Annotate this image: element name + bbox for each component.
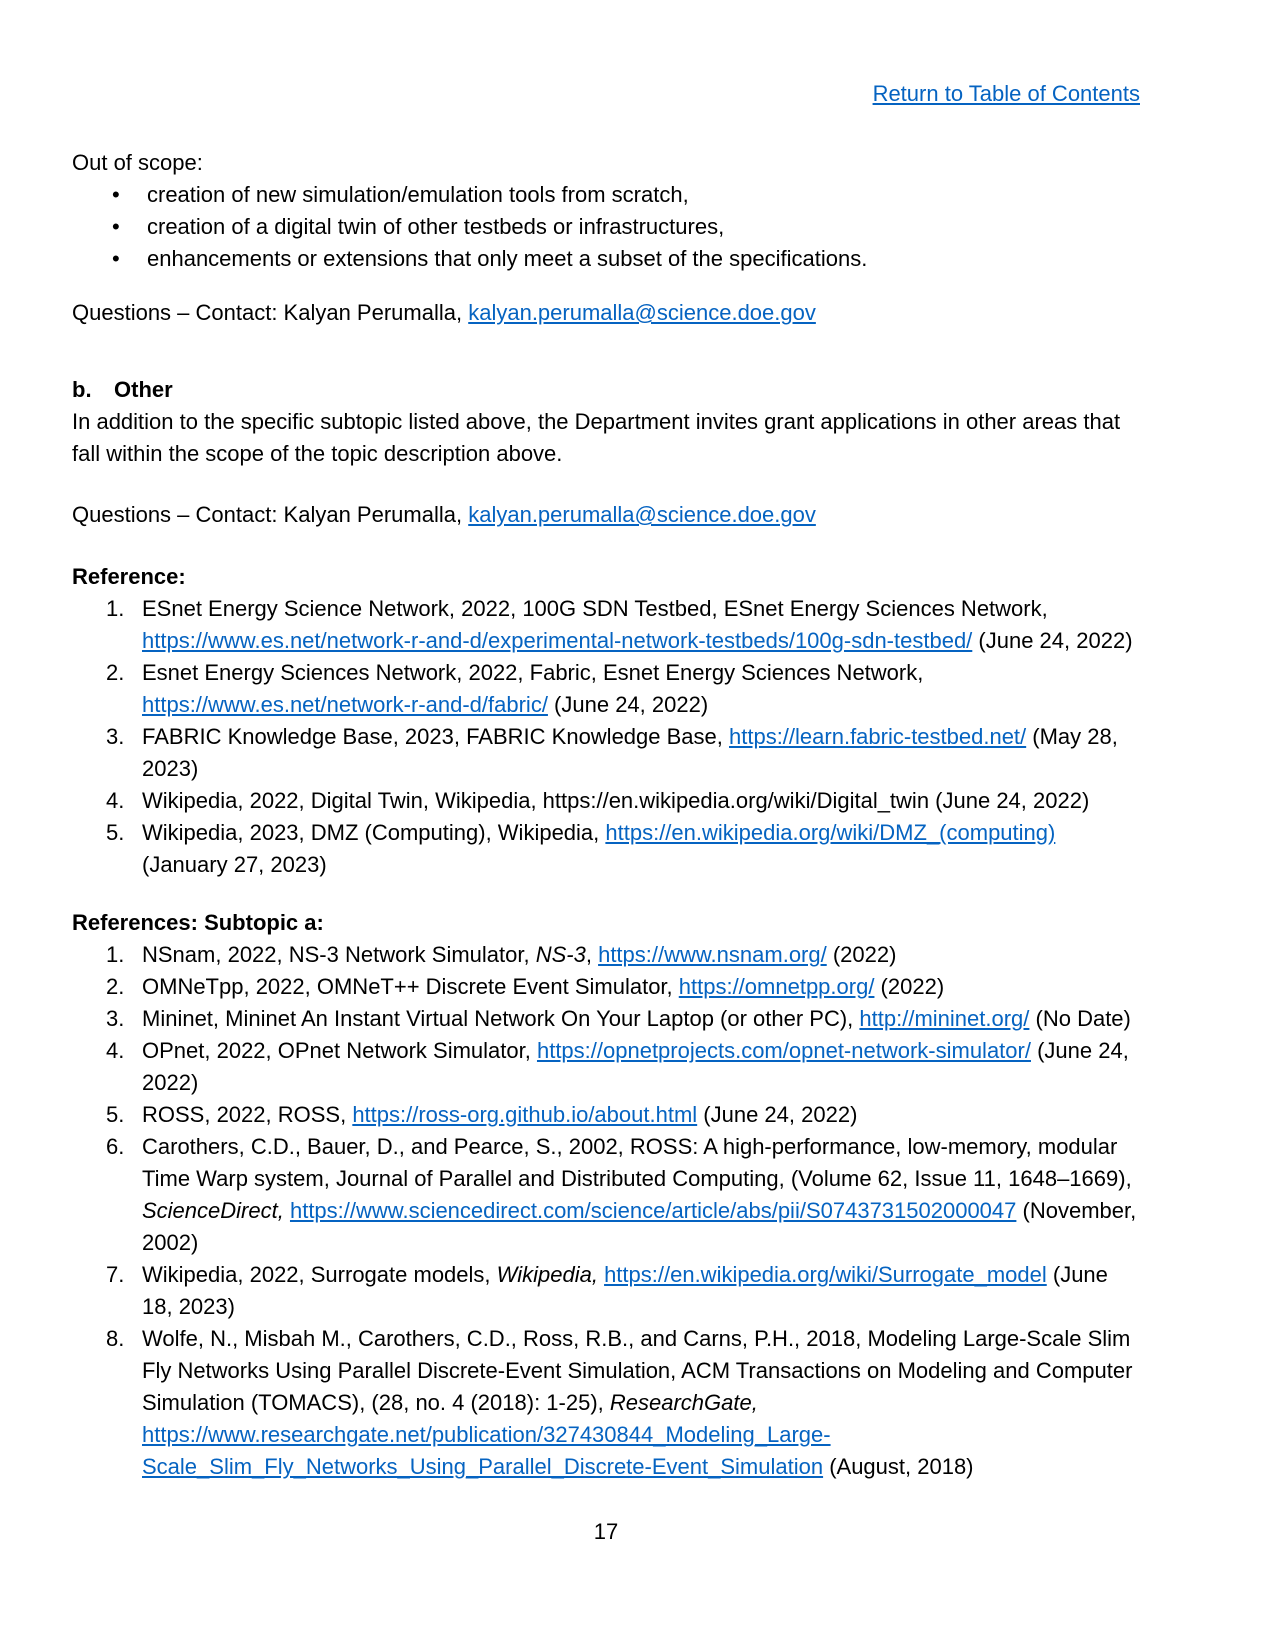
text: (June 24, 2022) (547, 692, 709, 717)
page-number: 17 (593, 1519, 619, 1544)
reference-item (72, 971, 1140, 1003)
italic-text: NS-3 (535, 942, 586, 967)
text: (No Date) (1029, 1006, 1131, 1031)
subtopic-b-body: In addition to the specific subtopic listed above, the Department invites grant applications in other areas that fall within the scope of the topic description above. (72, 409, 1121, 466)
text: Carothers, C.D., Bauer, D., and Pearce, S., 2002, ROSS: A high-performance, low-memory, modular Time Warp system, Journal of Parallel and Distributed Computing, (Volume 62, Issue 11, 1648–1669), (142, 1134, 1132, 1191)
reference-item (72, 1003, 1140, 1035)
reference-item (72, 1099, 1140, 1131)
reference-link[interactable]: https://learn.fabric-testbed.net/ (729, 724, 1027, 749)
reference-item (72, 593, 1140, 657)
text: Mininet, Mininet An Instant Virtual Network On Your Laptop (or other PC), (142, 1006, 860, 1031)
reference-item (72, 657, 1140, 721)
item-number: 3. (106, 1006, 125, 1031)
text: (June 24, 2022) (697, 1102, 858, 1127)
text: , (585, 942, 599, 967)
bullet-icon: • (112, 182, 120, 207)
item-number: 5. (106, 820, 125, 845)
text: (November, 2002) (142, 1198, 1137, 1255)
item-number: 2. (106, 974, 125, 999)
reference-link[interactable]: https://en.wikipedia.org/wiki/DMZ_(computing) (605, 820, 1056, 845)
contact-text: Questions – Contact: Kalyan Perumalla, (72, 502, 469, 527)
text: Esnet Energy Sciences Network, 2022, Fabric, Esnet Energy Sciences Network, (142, 660, 924, 685)
reference-link[interactable]: https://www.es.net/network-r-and-d/fabric/ (142, 692, 548, 717)
bullet-text: enhancements or extensions that only meet a subset of the specifications. (147, 246, 868, 271)
item-number: 1. (106, 942, 125, 967)
bullet-list-item (72, 211, 1140, 243)
reference-item (72, 1259, 1140, 1323)
text: Wikipedia, 2022, Surrogate models, (142, 1262, 497, 1287)
reference-list (72, 593, 1140, 881)
reference-item (72, 785, 1140, 817)
bullet-text: creation of a digital twin of other testbeds or infrastructures, (147, 214, 725, 239)
item-number: 3. (106, 724, 125, 749)
reference-heading: Reference: (72, 564, 186, 589)
item-number: 7. (106, 1262, 125, 1287)
contact-line (72, 499, 1140, 531)
text: (June 24, 2022) (142, 1038, 1129, 1095)
reference-link[interactable]: https://omnetpp.org/ (678, 974, 875, 999)
bullet-list-item (72, 179, 1140, 211)
item-number: 4. (106, 1038, 125, 1063)
text: OMNeTpp, 2022, OMNeT++ Discrete Event Simulator, (142, 974, 679, 999)
item-number: 8. (106, 1326, 125, 1351)
out-of-scope-bullet-list (72, 179, 1140, 275)
contact-email-link[interactable]: kalyan.perumalla@science.doe.gov (468, 502, 816, 527)
text: (June 24, 2022) (972, 628, 1133, 653)
subtopic-b-heading (72, 374, 1140, 406)
text: ESnet Energy Science Network, 2022, 100G SDN Testbed, ESnet Energy Sciences Network, (142, 596, 1048, 621)
reference-link[interactable]: https://en.wikipedia.org/wiki/Surrogate_model (604, 1262, 1047, 1287)
text: FABRIC Knowledge Base, 2023, FABRIC Knowledge Base, (142, 724, 729, 749)
reference-item (72, 721, 1140, 785)
text: (August, 2018) (823, 1454, 974, 1479)
text: Wolfe, N., Misbah M., Carothers, C.D., Ross, R.B., and Carns, P.H., 2018, Modeling Large-Scale Slim Fly Networks Using Parallel Discrete-Event Simulation, ACM Transactions on Modeling and Computer Simulation (TOMACS), (28, no. 4 (2018): 1-25), (142, 1326, 1133, 1415)
item-number: 2. (106, 660, 125, 685)
text: (2022) (826, 942, 897, 967)
text: Wikipedia, 2023, DMZ (Computing), Wikipedia, (142, 820, 606, 845)
reference-link[interactable]: https://www.es.net/network-r-and-d/experimental-network-testbeds/100g-sdn-testbed/ (142, 628, 973, 653)
text: NSnam, 2022, NS-3 Network Simulator, (142, 942, 536, 967)
reference-link[interactable]: http://mininet.org/ (859, 1006, 1030, 1031)
item-number: 6. (106, 1134, 125, 1159)
contact-line (72, 297, 1140, 329)
reference-link[interactable]: https://www.nsnam.org/ (598, 942, 827, 967)
italic-text: ResearchGate, (609, 1390, 758, 1415)
italic-text: ScienceDirect, (142, 1198, 284, 1223)
bullet-list-item (72, 243, 1140, 275)
return-to-toc-link[interactable]: Return to Table of Contents (872, 81, 1140, 106)
item-number: 4. (106, 788, 125, 813)
bullet-text: creation of new simulation/emulation tools from scratch, (147, 182, 689, 207)
reference-link[interactable]: https://www.researchgate.net/publication/327430844_Modeling_Large-Scale_Slim_Fly_Networks_Using_Parallel_Discrete-Event_Simulation (142, 1422, 831, 1479)
contact-email-link[interactable]: kalyan.perumalla@science.doe.gov (468, 300, 816, 325)
text: OPnet, 2022, OPnet Network Simulator, (142, 1038, 537, 1063)
item-number: 5. (106, 1102, 125, 1127)
text: Wikipedia, 2022, Digital Twin, Wikipedia, https://en.wikipedia.org/wiki/Digital_twin (June 24, 2022) (142, 788, 1090, 813)
item-number: 1. (106, 596, 125, 621)
reference-item (72, 1035, 1140, 1099)
reference-link[interactable]: https://ross-org.github.io/about.html (352, 1102, 698, 1127)
italic-text: Wikipedia, (496, 1262, 598, 1287)
bullet-icon: • (112, 246, 120, 271)
bullet-icon: • (112, 214, 120, 239)
text: (2022) (874, 974, 945, 999)
reference-item (72, 939, 1140, 971)
references-subtopic-a-heading: References: Subtopic a: (72, 910, 324, 935)
out-of-scope-heading: Out of scope: (72, 150, 203, 175)
reference-item (72, 817, 1140, 881)
toc-link-line (72, 78, 1140, 110)
reference-item (72, 1131, 1140, 1259)
reference-link[interactable]: https://www.sciencedirect.com/science/article/abs/pii/S0743731502000047 (289, 1198, 1017, 1223)
references-subtopic-a-list (72, 939, 1140, 1483)
reference-link[interactable]: https://opnetprojects.com/opnet-network-simulator/ (536, 1038, 1031, 1063)
text: (January 27, 2023) (142, 852, 327, 877)
contact-text: Questions – Contact: Kalyan Perumalla, (72, 300, 469, 325)
reference-item (72, 1323, 1140, 1483)
text: ROSS, 2022, ROSS, (142, 1102, 353, 1127)
subtopic-b-label: b. (72, 377, 92, 402)
text: (May 28, 2023) (142, 724, 1118, 781)
text: (June 18, 2023) (142, 1262, 1108, 1319)
subtopic-b-title: Other (114, 377, 173, 402)
